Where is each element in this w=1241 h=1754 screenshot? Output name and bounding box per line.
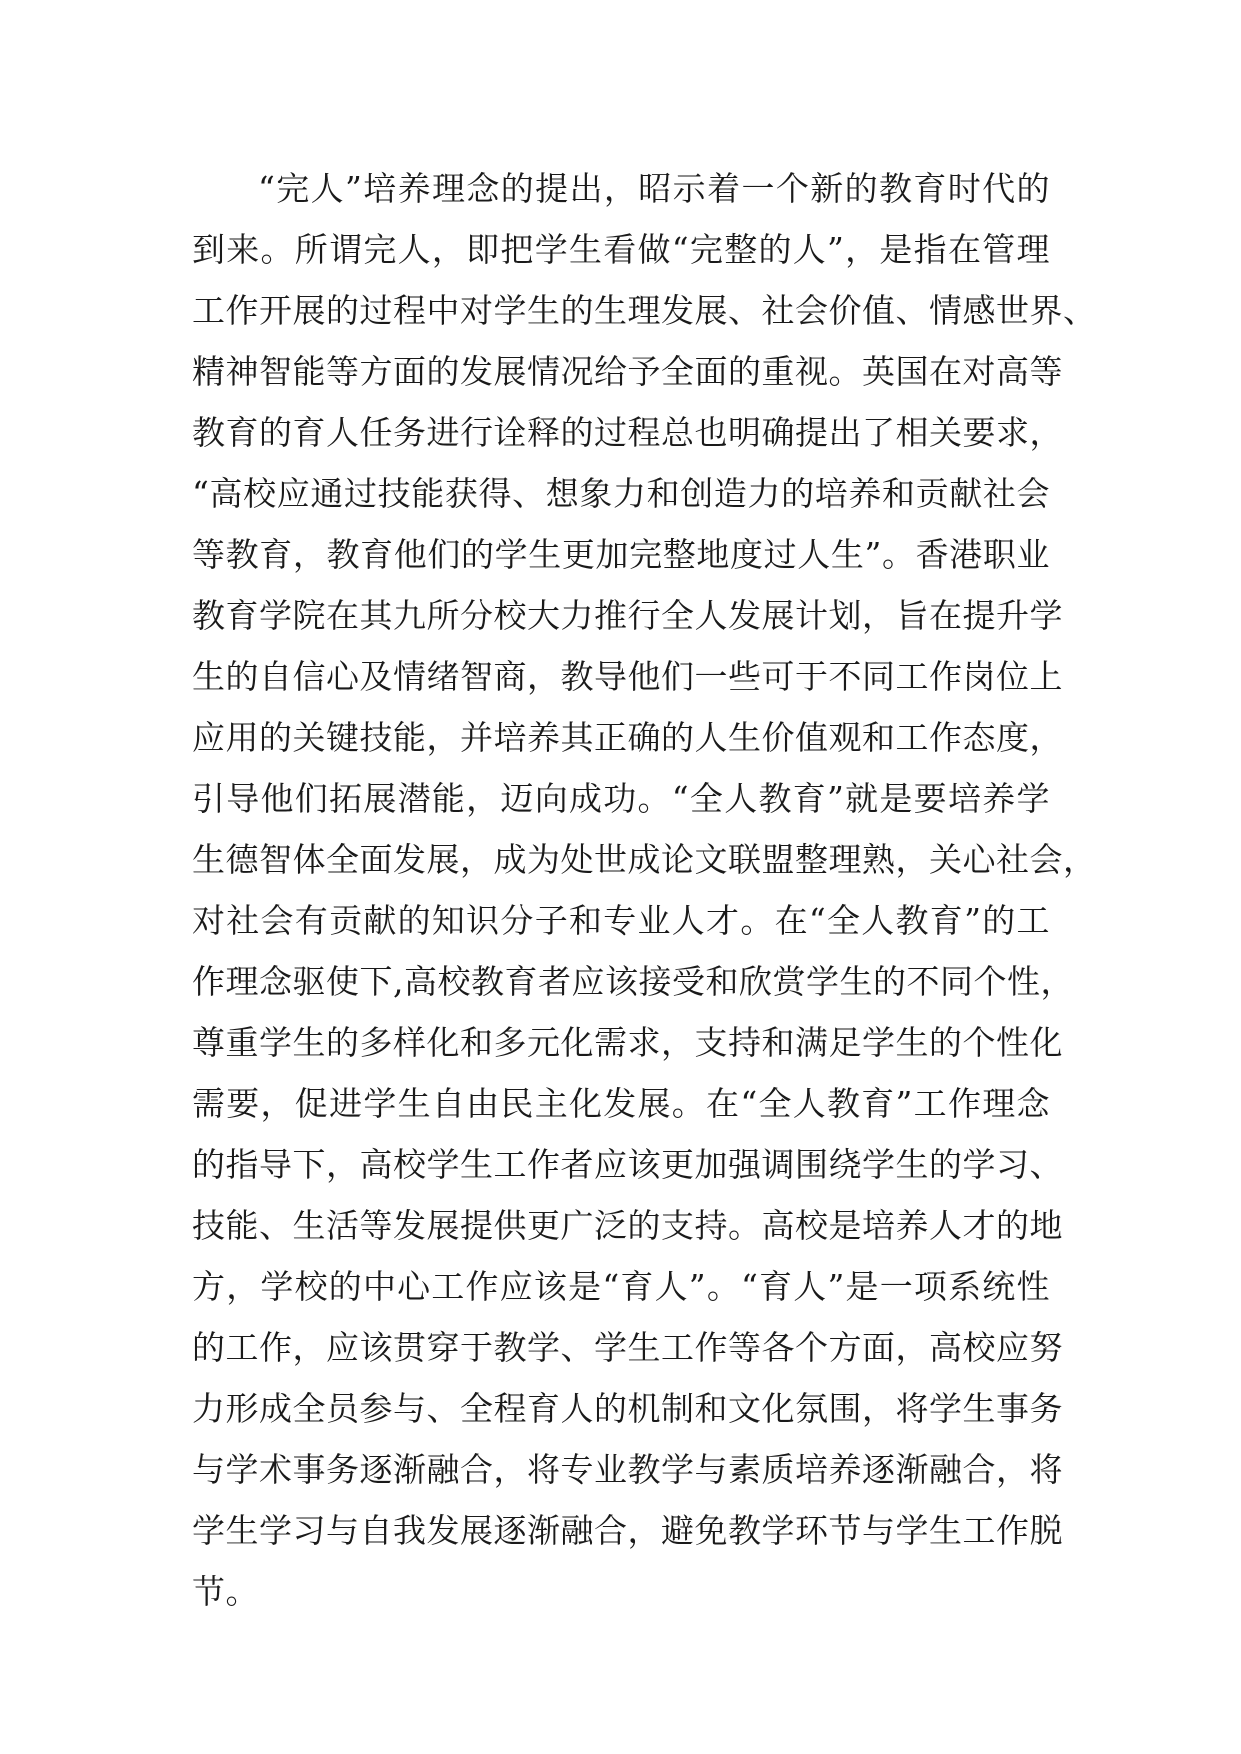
paragraph-line: 的指导下，高校学生工作者应该更加强调围绕学生的学习、 — [192, 1145, 1063, 1184]
paragraph-line: 应用的关键技能，并培养其正确的人生价值观和工作态度， — [192, 718, 1063, 757]
paragraph-line: “高校应通过技能获得、想象力和创造力的培养和贡献社会 — [192, 474, 1050, 513]
paragraph-line: 等教育，教育他们的学生更加完整地度过人生”。香港职业 — [192, 535, 1050, 574]
paragraph-line: 方，学校的中心工作应该是“育人”。“育人”是一项系统性 — [192, 1267, 1050, 1306]
paragraph-line: 节。 — [192, 1572, 259, 1611]
paragraph-line: 学生学习与自我发展逐渐融合，避免教学环节与学生工作脱 — [192, 1511, 1063, 1550]
paragraph-line: 作理念驱使下,高校教育者应该接受和欣赏学生的不同个性， — [192, 962, 1074, 1001]
paragraph-line: 尊重学生的多样化和多元化需求，支持和满足学生的个性化 — [192, 1023, 1063, 1062]
paragraph-line: 生德智体全面发展，成为处世成论文联盟整理熟，关心社会， — [192, 840, 1097, 879]
paragraph-line: 对社会有贡献的知识分子和专业人才。在“全人教育”的工 — [192, 901, 1050, 940]
paragraph-line: 生的自信心及情绪智商，教导他们一些可于不同工作岗位上 — [192, 657, 1063, 696]
paragraph-line: “完人”培养理念的提出，昭示着一个新的教育时代的 — [258, 169, 1050, 208]
paragraph-line: 工作开展的过程中对学生的生理发展、社会价值、情感世界、 — [192, 291, 1097, 330]
paragraph-line: 到来。所谓完人，即把学生看做“完整的人”，是指在管理 — [192, 230, 1050, 269]
paragraph-line: 精神智能等方面的发展情况给予全面的重视。英国在对高等 — [192, 352, 1063, 391]
paragraph-line: 教育学院在其九所分校大力推行全人发展计划，旨在提升学 — [192, 596, 1063, 635]
paragraph-line: 的工作，应该贯穿于教学、学生工作等各个方面，高校应努 — [192, 1328, 1063, 1367]
paragraph-line: 技能、生活等发展提供更广泛的支持。高校是培养人才的地 — [192, 1206, 1063, 1245]
paragraph-line: 需要，促进学生自由民主化发展。在“全人教育”工作理念 — [192, 1084, 1050, 1123]
paragraph-line: 与学术事务逐渐融合，将专业教学与素质培养逐渐融合，将 — [192, 1450, 1063, 1489]
body-paragraph — [192, 158, 1097, 1622]
paragraph-line: 引导他们拓展潜能，迈向成功。“全人教育”就是要培养学 — [192, 779, 1050, 818]
paragraph-line: 力形成全员参与、全程育人的机制和文化氛围，将学生事务 — [192, 1389, 1063, 1428]
paragraph-line: 教育的育人任务进行诠释的过程总也明确提出了相关要求， — [192, 413, 1063, 452]
